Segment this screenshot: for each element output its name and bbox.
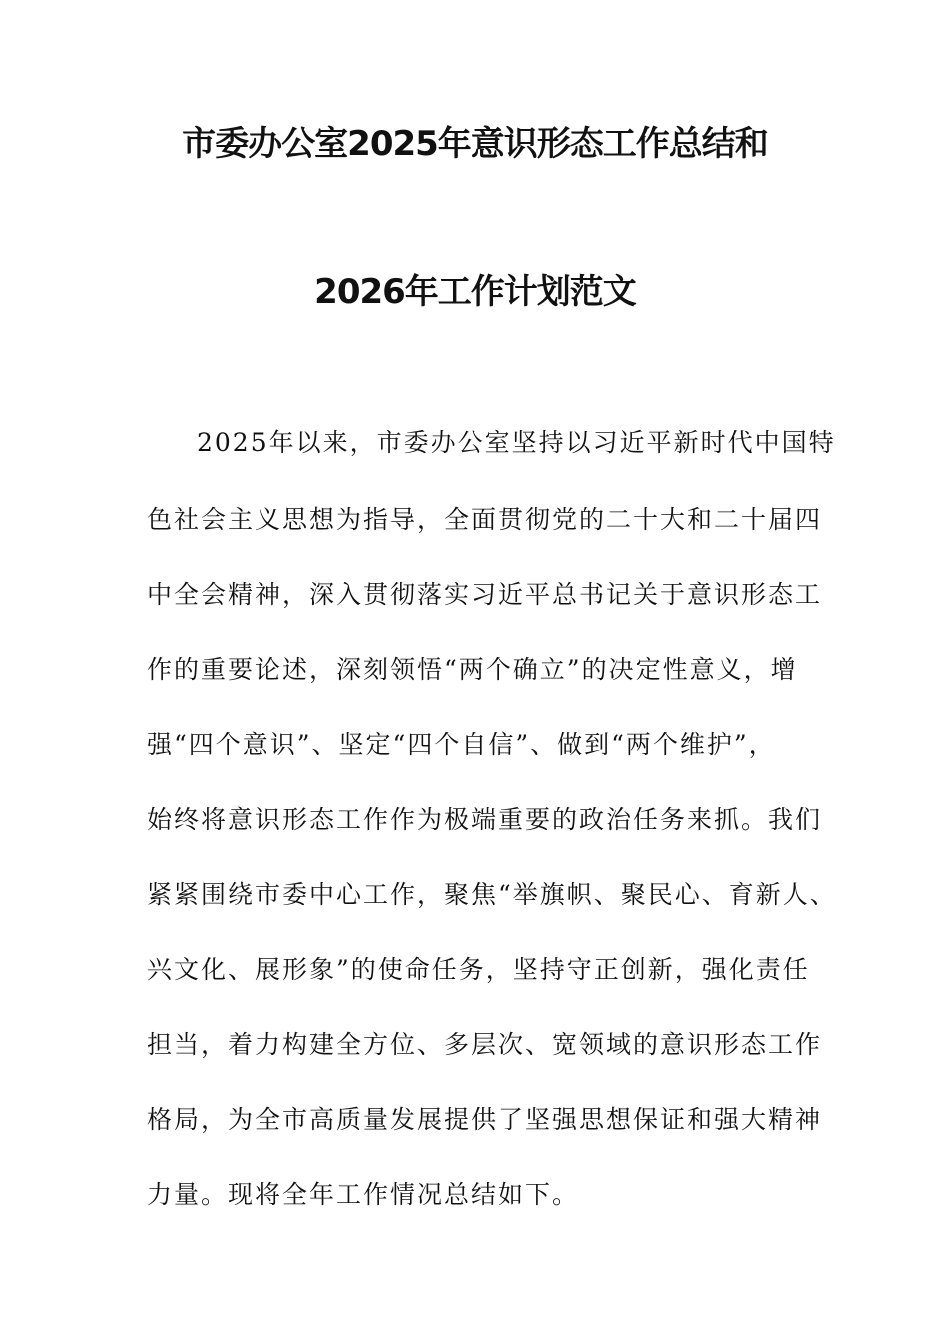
document-title-line-1: 市委办公室2025年意识形态工作总结和 (182, 124, 768, 164)
paragraph-line: 始终将意识形态工作作为极端重要的政治任务来抓。我们 (147, 805, 823, 834)
paragraph-line: 担当，着力构建全方位、多层次、宽领域的意识形态工作 (147, 1030, 823, 1059)
paragraph-line: 兴文化、展形象”的使命任务，坚持守正创新，强化责任 (147, 955, 810, 984)
paragraph-line: 格局，为全市高质量发展提供了坚强思想保证和强大精神 (147, 1105, 823, 1134)
document-title-line-2: 2026年工作计划范文 (314, 272, 636, 312)
paragraph-line: 作的重要论述，深刻领悟“两个确立”的决定性意义，增 (147, 655, 798, 684)
paragraph-line: 强“四个意识”、坚定“四个自信”、做到“两个维护”， (147, 730, 776, 759)
paragraph-line: 2025年以来，市委办公室坚持以习近平新时代中国特 (197, 428, 836, 457)
paragraph-line: 中全会精神，深入贯彻落实习近平总书记关于意识形态工 (147, 580, 823, 609)
paragraph-line: 力量。现将全年工作情况总结如下。 (147, 1180, 580, 1209)
paragraph-line: 色社会主义思想为指导，全面贯彻党的二十大和二十届四 (147, 505, 823, 534)
paragraph-line: 紧紧围绕市委中心工作，聚焦“举旗帜、聚民心、育新人、 (147, 880, 837, 909)
